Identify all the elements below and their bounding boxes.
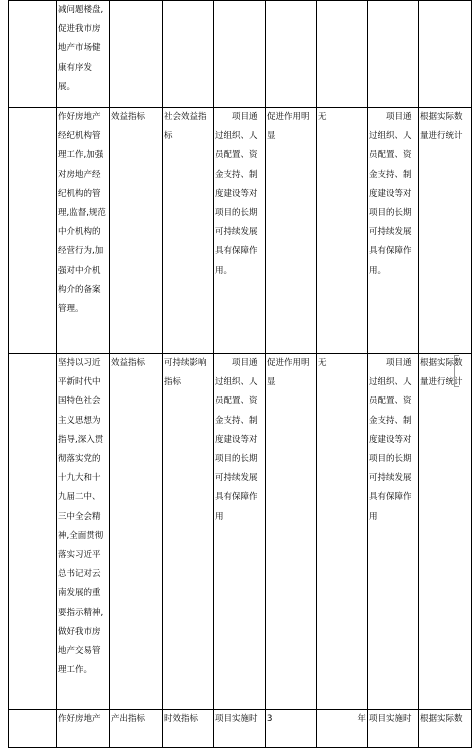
table-cell: 坚持以习近平新时代中国特色社会主义思想为指导,深入贯彻落实党的十九大和十九届二中、三中全会精神,全面贯彻落实习近平总书记对云南发展的重要指示精神,做好我市房地产交易管理工作。	[57, 354, 110, 710]
table-cell: 减问题楼盘,促进我市房地产市场健康有序发展。	[57, 1, 110, 108]
table-cell	[317, 1, 368, 108]
table-cell: 年	[317, 710, 368, 748]
table-row	[9, 1, 472, 108]
table-cell: 项目通过组织、人员配置、资金支持、制度建设等对项目的长期可持续发展具有保障作用。	[368, 108, 419, 354]
table-cell	[214, 1, 266, 108]
table-cell	[163, 1, 214, 108]
table-cell: 无	[317, 354, 368, 710]
table-cell: 根据实际数量进行统计	[419, 354, 472, 710]
performance-indicator-table	[8, 0, 472, 748]
table-cell	[9, 710, 57, 748]
table-cell: 效益指标	[110, 354, 163, 710]
table-cell: 无	[317, 108, 368, 354]
table-cell	[419, 1, 472, 108]
table-cell: 可持续影响指标	[163, 354, 214, 710]
table-cell: 项目通过组织、人员配置、资金支持、制度建设等对项目的长期可持续发展具有保障作用	[368, 354, 419, 710]
table-cell	[110, 1, 163, 108]
table-cell: 项目实施时	[214, 710, 266, 748]
table-row	[9, 710, 472, 748]
table-cell: 作好房地产经纪机构管理工作,加强对房地产经纪机构的管理,监督,规范中介机构的经营行为,加强对中介机构介的备案管理。	[57, 108, 110, 354]
cell-edge-marker	[454, 355, 459, 387]
table-cell	[368, 1, 419, 108]
table-cell: 社会效益指标	[163, 108, 214, 354]
table-cell: 3	[266, 710, 317, 748]
table-cell: 促进作用明显	[266, 108, 317, 354]
table-cell	[9, 1, 57, 108]
table-cell: 产出指标	[110, 710, 163, 748]
table-cell: 根据实际数量进行统计	[419, 108, 472, 354]
table-cell: 促进作用明显	[266, 354, 317, 710]
table-cell	[266, 1, 317, 108]
table-cell: 项目实施时	[368, 710, 419, 748]
table-cell: 根据实际数	[419, 710, 472, 748]
table-cell	[9, 354, 57, 710]
table-row	[9, 354, 472, 710]
table-cell	[9, 108, 57, 354]
table-cell: 作好房地产	[57, 710, 110, 748]
table-cell: 效益指标	[110, 108, 163, 354]
table-cell: 时效指标	[163, 710, 214, 748]
table-cell: 项目通过组织、人员配置、资金支持、制度建设等对项目的长期可持续发展具有保障作用。	[214, 108, 266, 354]
table-cell: 项目通过组织、人员配置、资金支持、制度建设等对项目的长期可持续发展具有保障作用	[214, 354, 266, 710]
table-row	[9, 108, 472, 354]
